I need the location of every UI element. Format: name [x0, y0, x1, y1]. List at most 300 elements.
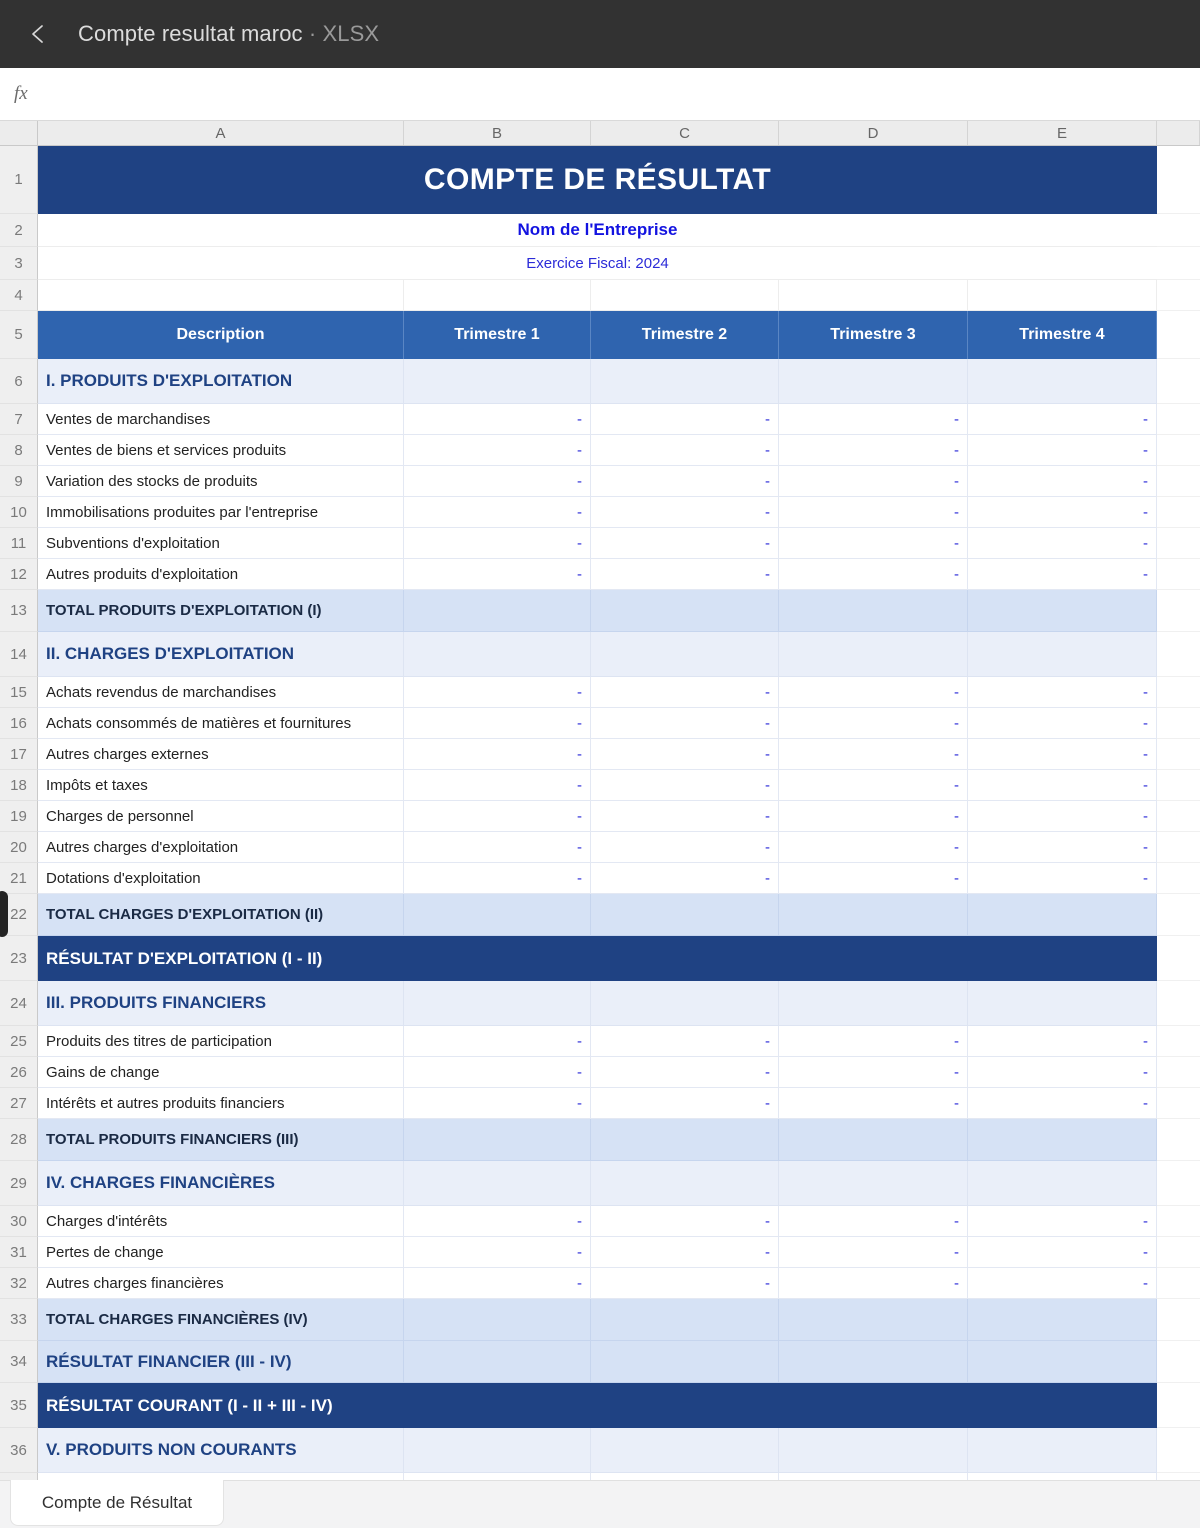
table-row[interactable] — [0, 528, 1200, 559]
cell-f17[interactable] — [1157, 739, 1200, 770]
cell-f36[interactable] — [1157, 1428, 1200, 1473]
cell-f2[interactable] — [1157, 214, 1200, 247]
cell-a35[interactable] — [38, 1383, 404, 1428]
cell-a15[interactable] — [38, 677, 404, 708]
table-row[interactable] — [0, 801, 1200, 832]
column-header-c[interactable]: C — [591, 121, 779, 145]
cell-e22[interactable] — [968, 894, 1157, 936]
cell-d16[interactable] — [779, 708, 968, 739]
cell-b36[interactable] — [404, 1428, 591, 1473]
cell-c7[interactable] — [591, 404, 779, 435]
cell-c33[interactable] — [591, 1299, 779, 1341]
cell-d23[interactable] — [779, 936, 968, 981]
cell-e19[interactable] — [968, 801, 1157, 832]
cell-d13[interactable] — [779, 590, 968, 632]
cell-a8[interactable] — [38, 435, 404, 466]
cell-c31[interactable] — [591, 1237, 779, 1268]
cell-a27[interactable] — [38, 1088, 404, 1119]
cell-f9[interactable] — [1157, 466, 1200, 497]
cell-a30[interactable] — [38, 1206, 404, 1237]
cell-f3[interactable] — [1157, 247, 1200, 280]
cell-e9[interactable] — [968, 466, 1157, 497]
row-number[interactable]: 12 — [0, 559, 38, 590]
table-row[interactable] — [0, 247, 1200, 280]
cell-f28[interactable] — [1157, 1119, 1200, 1161]
row-number[interactable]: 27 — [0, 1088, 38, 1119]
table-header-row[interactable] — [0, 311, 1200, 359]
cell-c4[interactable] — [591, 280, 779, 311]
row-number[interactable]: 15 — [0, 677, 38, 708]
cell-e10[interactable] — [968, 497, 1157, 528]
row-number[interactable]: 5 — [0, 311, 38, 359]
cell-b34[interactable] — [404, 1341, 591, 1383]
table-row[interactable] — [0, 832, 1200, 863]
cell-b12[interactable] — [404, 559, 591, 590]
cell-f18[interactable] — [1157, 770, 1200, 801]
table-row[interactable] — [0, 708, 1200, 739]
row-number[interactable]: 6 — [0, 359, 38, 404]
cell-e32[interactable] — [968, 1268, 1157, 1299]
table-row[interactable] — [0, 280, 1200, 311]
cell-c17[interactable] — [591, 739, 779, 770]
vertical-scroll-handle[interactable] — [0, 891, 8, 937]
cell-d20[interactable] — [779, 832, 968, 863]
cell-d27[interactable] — [779, 1088, 968, 1119]
cell-b15[interactable] — [404, 677, 591, 708]
cell-b21[interactable] — [404, 863, 591, 894]
cell-a29[interactable] — [38, 1161, 404, 1206]
cell-e8[interactable] — [968, 435, 1157, 466]
cell-d6[interactable] — [779, 359, 968, 404]
cell-e13[interactable] — [968, 590, 1157, 632]
cell-b35[interactable] — [404, 1383, 591, 1428]
cell-f11[interactable] — [1157, 528, 1200, 559]
table-row[interactable] — [0, 466, 1200, 497]
table-row[interactable] — [0, 894, 1200, 936]
cell-value: - — [954, 776, 959, 794]
formula-input[interactable] — [28, 68, 1200, 120]
cell-b8[interactable] — [404, 435, 591, 466]
cell-f1[interactable] — [1157, 146, 1200, 214]
table-row[interactable] — [0, 1057, 1200, 1088]
cell-b32[interactable] — [404, 1268, 591, 1299]
table-row[interactable] — [0, 1088, 1200, 1119]
cell-b14[interactable] — [404, 632, 591, 677]
cell-e20[interactable] — [968, 832, 1157, 863]
cell-d10[interactable] — [779, 497, 968, 528]
table-row[interactable] — [0, 936, 1200, 981]
cell-a36[interactable] — [38, 1428, 404, 1473]
table-row[interactable] — [0, 739, 1200, 770]
table-row[interactable] — [0, 1206, 1200, 1237]
cell-f7[interactable] — [1157, 404, 1200, 435]
row-number[interactable]: 28 — [0, 1119, 38, 1161]
cell-a13[interactable] — [38, 590, 404, 632]
column-header-f[interactable] — [1157, 121, 1200, 145]
row-number[interactable]: 13 — [0, 590, 38, 632]
cell-c11[interactable] — [591, 528, 779, 559]
cell-d12[interactable] — [779, 559, 968, 590]
cell-c24[interactable] — [591, 981, 779, 1026]
cell-d19[interactable] — [779, 801, 968, 832]
cell-a33[interactable] — [38, 1299, 404, 1341]
table-row[interactable] — [0, 1268, 1200, 1299]
cell-f16[interactable] — [1157, 708, 1200, 739]
cell-a23[interactable] — [38, 936, 404, 981]
cell-c28[interactable] — [591, 1119, 779, 1161]
cell-b29[interactable] — [404, 1161, 591, 1206]
header-cell-q1[interactable] — [404, 311, 591, 359]
cell-b22[interactable] — [404, 894, 591, 936]
cell-a7[interactable] — [38, 404, 404, 435]
row-number[interactable]: 8 — [0, 435, 38, 466]
table-row[interactable] — [0, 1237, 1200, 1268]
select-all-corner[interactable] — [0, 121, 38, 145]
company-name: Nom de l'Entreprise — [517, 220, 678, 239]
cell-d15[interactable] — [779, 677, 968, 708]
cell-e27[interactable] — [968, 1088, 1157, 1119]
cell-c20[interactable] — [591, 832, 779, 863]
cell-e11[interactable] — [968, 528, 1157, 559]
cell-c29[interactable] — [591, 1161, 779, 1206]
cell-f10[interactable] — [1157, 497, 1200, 528]
cell-d17[interactable] — [779, 739, 968, 770]
cell-f6[interactable] — [1157, 359, 1200, 404]
cell-d7[interactable] — [779, 404, 968, 435]
cell-b23[interactable] — [404, 936, 591, 981]
cell-e4[interactable] — [968, 280, 1157, 311]
cell-b10[interactable] — [404, 497, 591, 528]
cell-a6[interactable] — [38, 359, 404, 404]
table-row[interactable] — [0, 863, 1200, 894]
cell-c34[interactable] — [591, 1341, 779, 1383]
cell-f32[interactable] — [1157, 1268, 1200, 1299]
cell-e29[interactable] — [968, 1161, 1157, 1206]
cell-e35[interactable] — [968, 1383, 1157, 1428]
cell-f27[interactable] — [1157, 1088, 1200, 1119]
cell-value: - — [954, 1094, 959, 1112]
cell-b26[interactable] — [404, 1057, 591, 1088]
cell-c9[interactable] — [591, 466, 779, 497]
cell-value: - — [765, 1063, 770, 1081]
cell-f29[interactable] — [1157, 1161, 1200, 1206]
cell-d25[interactable] — [779, 1026, 968, 1057]
cell-e33[interactable] — [968, 1299, 1157, 1341]
cell-a18[interactable] — [38, 770, 404, 801]
cell-d35[interactable] — [779, 1383, 968, 1428]
column-header-a[interactable]: A — [38, 121, 404, 145]
header-cell-q4[interactable] — [968, 311, 1157, 359]
cell-d9[interactable] — [779, 466, 968, 497]
cell-b7[interactable] — [404, 404, 591, 435]
cell-c30[interactable] — [591, 1206, 779, 1237]
table-row[interactable] — [0, 1383, 1200, 1428]
cell-a28[interactable] — [38, 1119, 404, 1161]
cell-a12[interactable] — [38, 559, 404, 590]
back-chevron-icon[interactable] — [26, 21, 52, 47]
cell-b16[interactable] — [404, 708, 591, 739]
cell-c35[interactable] — [591, 1383, 779, 1428]
cell-a20[interactable] — [38, 832, 404, 863]
cell-d29[interactable] — [779, 1161, 968, 1206]
row-number[interactable]: 4 — [0, 280, 38, 311]
cell-b30[interactable] — [404, 1206, 591, 1237]
title-separator: · — [308, 21, 317, 46]
cell-f21[interactable] — [1157, 863, 1200, 894]
cell-c14[interactable] — [591, 632, 779, 677]
cell-e30[interactable] — [968, 1206, 1157, 1237]
cell-b19[interactable] — [404, 801, 591, 832]
row-number[interactable]: 19 — [0, 801, 38, 832]
cell-d8[interactable] — [779, 435, 968, 466]
cell-f24[interactable] — [1157, 981, 1200, 1026]
cell-b31[interactable] — [404, 1237, 591, 1268]
cell-e14[interactable] — [968, 632, 1157, 677]
cell-c13[interactable] — [591, 590, 779, 632]
row-number[interactable]: 33 — [0, 1299, 38, 1341]
cell-d24[interactable] — [779, 981, 968, 1026]
cell-f22[interactable] — [1157, 894, 1200, 936]
cell-a9[interactable] — [38, 466, 404, 497]
cell-e16[interactable] — [968, 708, 1157, 739]
cell-a16[interactable] — [38, 708, 404, 739]
table-row[interactable] — [0, 1428, 1200, 1473]
cell-a21[interactable] — [38, 863, 404, 894]
cell-e36[interactable] — [968, 1428, 1157, 1473]
cell-a34[interactable] — [38, 1341, 404, 1383]
cell-b9[interactable] — [404, 466, 591, 497]
cell-e25[interactable] — [968, 1026, 1157, 1057]
row-number[interactable]: 31 — [0, 1237, 38, 1268]
row-number[interactable]: 9 — [0, 466, 38, 497]
row-number[interactable]: 20 — [0, 832, 38, 863]
row-number[interactable]: 10 — [0, 497, 38, 528]
cell-f8[interactable] — [1157, 435, 1200, 466]
column-header-e[interactable]: E — [968, 121, 1157, 145]
cell-e23[interactable] — [968, 936, 1157, 981]
row-number[interactable]: 35 — [0, 1383, 38, 1428]
cell-a17[interactable] — [38, 739, 404, 770]
cell-d11[interactable] — [779, 528, 968, 559]
cell-a22[interactable] — [38, 894, 404, 936]
cell-value: - — [765, 410, 770, 428]
cell-d30[interactable] — [779, 1206, 968, 1237]
row-number[interactable]: 25 — [0, 1026, 38, 1057]
cell-e24[interactable] — [968, 981, 1157, 1026]
cell-c27[interactable] — [591, 1088, 779, 1119]
table-row[interactable] — [0, 146, 1200, 214]
cell-f12[interactable] — [1157, 559, 1200, 590]
cell-c15[interactable] — [591, 677, 779, 708]
cell-e34[interactable] — [968, 1341, 1157, 1383]
row-number[interactable]: 36 — [0, 1428, 38, 1473]
cell-b4[interactable] — [404, 280, 591, 311]
fx-icon: fx — [14, 83, 28, 104]
cell-c19[interactable] — [591, 801, 779, 832]
cell-c22[interactable] — [591, 894, 779, 936]
cell-value: - — [765, 472, 770, 490]
row-number[interactable]: 23 — [0, 936, 38, 981]
table-row[interactable] — [0, 981, 1200, 1026]
cell-f19[interactable] — [1157, 801, 1200, 832]
row-number[interactable]: 2 — [0, 214, 38, 247]
cell-d4[interactable] — [779, 280, 968, 311]
cell-b24[interactable] — [404, 981, 591, 1026]
row-label: Achats revendus de marchandises — [46, 683, 277, 701]
row-number[interactable]: 22 — [0, 894, 38, 936]
row-number[interactable]: 11 — [0, 528, 38, 559]
cell-e21[interactable] — [968, 863, 1157, 894]
cell-c18[interactable] — [591, 770, 779, 801]
row-number[interactable]: 3 — [0, 247, 38, 280]
cell-a19[interactable] — [38, 801, 404, 832]
table-row[interactable] — [0, 404, 1200, 435]
cell-d14[interactable] — [779, 632, 968, 677]
row-label: Autres charges externes — [46, 745, 209, 763]
table-row[interactable] — [0, 1026, 1200, 1057]
cell-f25[interactable] — [1157, 1026, 1200, 1057]
row-number[interactable]: 14 — [0, 632, 38, 677]
row-number[interactable]: 30 — [0, 1206, 38, 1237]
row-number[interactable]: 17 — [0, 739, 38, 770]
cell-e18[interactable] — [968, 770, 1157, 801]
cell-a31[interactable] — [38, 1237, 404, 1268]
cell-c16[interactable] — [591, 708, 779, 739]
cell-a14[interactable] — [38, 632, 404, 677]
cell-b17[interactable] — [404, 739, 591, 770]
column-header-d[interactable]: D — [779, 121, 968, 145]
row-number[interactable]: 7 — [0, 404, 38, 435]
cell-b27[interactable] — [404, 1088, 591, 1119]
cell-c10[interactable] — [591, 497, 779, 528]
cell-c8[interactable] — [591, 435, 779, 466]
sheet-tab-compte-de-resultat[interactable] — [10, 1480, 224, 1526]
cell-d34[interactable] — [779, 1341, 968, 1383]
table-row[interactable] — [0, 359, 1200, 404]
cell-d28[interactable] — [779, 1119, 968, 1161]
row-number[interactable]: 34 — [0, 1341, 38, 1383]
cell-b18[interactable] — [404, 770, 591, 801]
table-row[interactable] — [0, 1299, 1200, 1341]
row-number[interactable]: 18 — [0, 770, 38, 801]
cell-c25[interactable] — [591, 1026, 779, 1057]
cell-d22[interactable] — [779, 894, 968, 936]
header-cell-q3[interactable] — [779, 311, 968, 359]
cell-f4[interactable] — [1157, 280, 1200, 311]
sheet-title-cell[interactable] — [38, 146, 1157, 214]
cell-b20[interactable] — [404, 832, 591, 863]
cell-c21[interactable] — [591, 863, 779, 894]
grid-body[interactable] — [0, 146, 1200, 1480]
cell-e17[interactable] — [968, 739, 1157, 770]
cell-e28[interactable] — [968, 1119, 1157, 1161]
column-header-b[interactable]: B — [404, 121, 591, 145]
cell-b28[interactable] — [404, 1119, 591, 1161]
table-row[interactable] — [0, 632, 1200, 677]
cell-b13[interactable] — [404, 590, 591, 632]
table-row[interactable] — [0, 435, 1200, 466]
cell-c32[interactable] — [591, 1268, 779, 1299]
cell-b25[interactable] — [404, 1026, 591, 1057]
fiscal-year-cell[interactable] — [38, 247, 1157, 280]
cell-e15[interactable] — [968, 677, 1157, 708]
cell-a24[interactable] — [38, 981, 404, 1026]
table-row[interactable] — [0, 1119, 1200, 1161]
table-row[interactable] — [0, 770, 1200, 801]
cell-a25[interactable] — [38, 1026, 404, 1057]
cell-a26[interactable] — [38, 1057, 404, 1088]
cell-c12[interactable] — [591, 559, 779, 590]
cell-d33[interactable] — [779, 1299, 968, 1341]
cell-c6[interactable] — [591, 359, 779, 404]
cell-d32[interactable] — [779, 1268, 968, 1299]
cell-a4[interactable] — [38, 280, 404, 311]
cell-c26[interactable] — [591, 1057, 779, 1088]
cell-d31[interactable] — [779, 1237, 968, 1268]
cell-f15[interactable] — [1157, 677, 1200, 708]
cell-f20[interactable] — [1157, 832, 1200, 863]
header-cell-q2[interactable] — [591, 311, 779, 359]
cell-f34[interactable] — [1157, 1341, 1200, 1383]
cell-f33[interactable] — [1157, 1299, 1200, 1341]
row-label: TOTAL PRODUITS FINANCIERS (III) — [46, 1131, 299, 1148]
cell-f30[interactable] — [1157, 1206, 1200, 1237]
row-number[interactable]: 1 — [0, 146, 38, 214]
cell-f5[interactable] — [1157, 311, 1200, 359]
cell-a10[interactable] — [38, 497, 404, 528]
cell-c36[interactable] — [591, 1428, 779, 1473]
cell-d26[interactable] — [779, 1057, 968, 1088]
company-name-cell[interactable] — [38, 214, 1157, 247]
cell-e12[interactable] — [968, 559, 1157, 590]
cell-d18[interactable] — [779, 770, 968, 801]
cell-d36[interactable] — [779, 1428, 968, 1473]
table-row[interactable] — [0, 1341, 1200, 1383]
cell-e31[interactable] — [968, 1237, 1157, 1268]
row-number[interactable]: 26 — [0, 1057, 38, 1088]
cell-b11[interactable] — [404, 528, 591, 559]
row-label: Variation des stocks de produits — [46, 472, 258, 490]
cell-a32[interactable] — [38, 1268, 404, 1299]
header-cell-description[interactable] — [38, 311, 404, 359]
row-number[interactable]: 21 — [0, 863, 38, 894]
table-row[interactable] — [0, 677, 1200, 708]
row-number[interactable]: 32 — [0, 1268, 38, 1299]
cell-f31[interactable] — [1157, 1237, 1200, 1268]
table-row[interactable] — [0, 497, 1200, 528]
cell-f35[interactable] — [1157, 1383, 1200, 1428]
row-number[interactable]: 29 — [0, 1161, 38, 1206]
row-number[interactable]: 24 — [0, 981, 38, 1026]
row-number[interactable]: 16 — [0, 708, 38, 739]
cell-d21[interactable] — [779, 863, 968, 894]
cell-a11[interactable] — [38, 528, 404, 559]
cell-e7[interactable] — [968, 404, 1157, 435]
cell-e26[interactable] — [968, 1057, 1157, 1088]
table-row[interactable] — [0, 559, 1200, 590]
cell-f14[interactable] — [1157, 632, 1200, 677]
table-row[interactable] — [0, 1161, 1200, 1206]
cell-e6[interactable] — [968, 359, 1157, 404]
table-row[interactable] — [0, 214, 1200, 247]
table-row[interactable] — [0, 590, 1200, 632]
cell-f23[interactable] — [1157, 936, 1200, 981]
cell-c23[interactable] — [591, 936, 779, 981]
cell-f13[interactable] — [1157, 590, 1200, 632]
cell-b6[interactable] — [404, 359, 591, 404]
cell-b33[interactable] — [404, 1299, 591, 1341]
cell-f26[interactable] — [1157, 1057, 1200, 1088]
